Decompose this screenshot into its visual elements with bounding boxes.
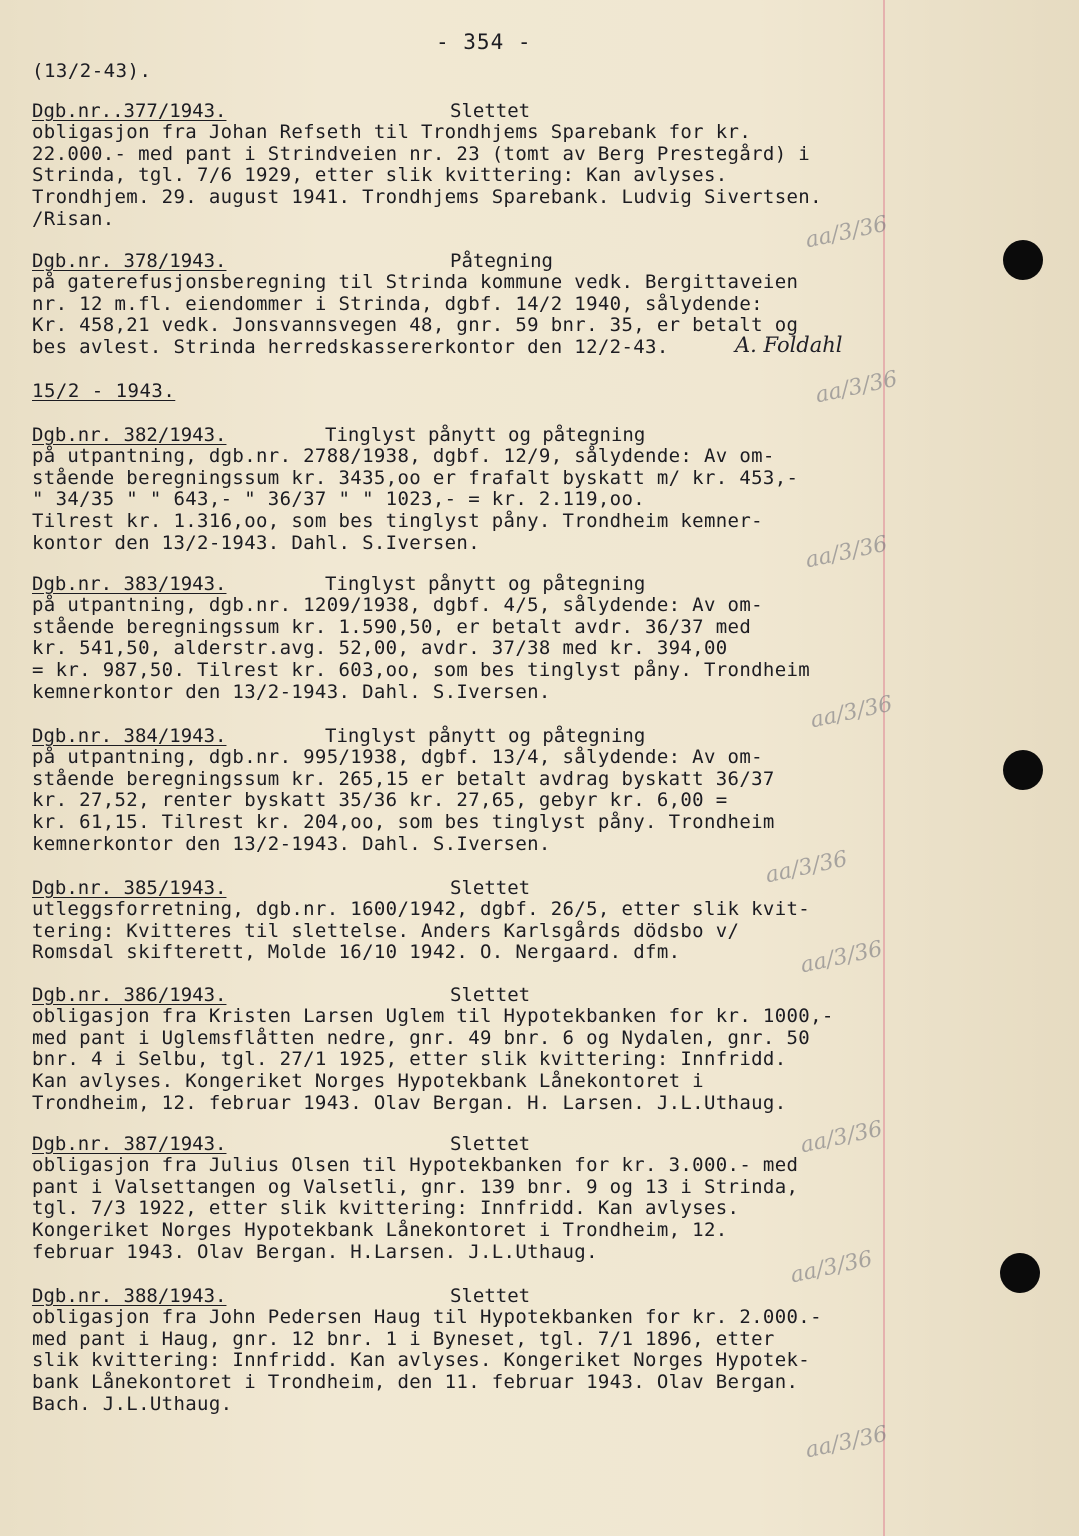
entry-header (32, 100, 912, 122)
entry-line: med pant i Uglemsflåtten nedre, gnr. 49 bnr. 6 og Nydalen, gnr. 50 (32, 1026, 811, 1049)
entry-header (32, 1133, 912, 1155)
entry-line: kemnerkontor den 13/2-1943. Dahl. S.Iversen. (32, 680, 551, 703)
entry-383 (32, 573, 912, 703)
entry-reference: Dgb.nr. 378/1943. (32, 250, 227, 272)
entry-line: tgl. 7/3 1922, etter slik kvittering: Innfridd. Kan avlyses. (32, 1197, 740, 1220)
entry-line: utleggsforretning, dgb.nr. 1600/1942, dgbf. 26/5, etter slik kvit- (32, 898, 811, 920)
entry-type: Påtegning (450, 250, 553, 272)
entry-reference: Dgb.nr. 386/1943. (32, 984, 227, 1006)
entry-type: Slettet (450, 100, 531, 122)
entry-line: med pant i Haug, gnr. 12 bnr. 1 i Byneset, tgl. 7/1 1896, etter (32, 1327, 775, 1350)
entry-body (32, 122, 912, 230)
entry-line: bes avlest. Strinda herredskassererkontor den 12/2-43. (32, 336, 669, 359)
entry-type: Slettet (450, 877, 531, 899)
entry-377 (32, 100, 912, 230)
entry-line: kemnerkontor den 13/2-1943. Dahl. S.Iversen. (32, 832, 551, 855)
entry-line: stående beregningssum kr. 3435,oo er frafalt byskatt m/ kr. 453,- (32, 466, 799, 489)
entry-line: obligasjon fra Kristen Larsen Uglem til Hypotekbanken for kr. 1000,- (32, 1005, 834, 1027)
entry-header (32, 725, 912, 747)
entry-line: kr. 61,15. Tilrest kr. 204,oo, som bes tinglyst påny. Trondheim (32, 811, 775, 834)
entry-type: Tinglyst pånytt og påtegning (325, 573, 646, 595)
entry-line: på utpantning, dgb.nr. 1209/1938, dgbf. 4/5, sålydende: Av om- (32, 594, 763, 616)
entry-line: stående beregningssum kr. 1.590,50, er betalt avdr. 36/37 med (32, 615, 752, 638)
entry-line: tering: Kvitteres til slettelse. Anders Karlsgårds dödsbo v/ (32, 919, 740, 942)
entry-reference: Dgb.nr. 387/1943. (32, 1133, 227, 1155)
page-number: - 354 - (436, 30, 532, 54)
entry-body (32, 1006, 912, 1114)
entry-line: kr. 541,50, alderstr.avg. 52,00, avdr. 37/38 med kr. 394,00 (32, 637, 728, 660)
clerk-initials: aa/3/36 (763, 846, 850, 889)
entry-body (32, 747, 912, 855)
clerk-initials: aa/3/36 (803, 531, 890, 574)
entry-line: kr. 27,52, renter byskatt 35/36 kr. 27,65, gebyr kr. 6,00 = (32, 789, 728, 812)
entry-line: nr. 12 m.fl. eiendommer i Strinda, dgbf. 14/2 1940, sålydende: (32, 292, 763, 315)
entry-line: Trondhjem. 29. august 1941. Trondhjems Sparebank. Ludvig Sivertsen. (32, 186, 822, 209)
entry-line: på gaterefusjonsberegning til Strinda kommune vedk. Bergittaveien (32, 271, 799, 293)
entry-header (32, 250, 912, 272)
entry-384 (32, 725, 912, 855)
punch-hole (1000, 1253, 1040, 1293)
punch-hole (1003, 750, 1043, 790)
entry-reference: Dgb.nr. 384/1943. (32, 725, 227, 747)
entry-reference: Dgb.nr..377/1943. (32, 100, 227, 122)
clerk-initials: aa/3/36 (803, 1421, 890, 1464)
entry-line: Kr. 458,21 vedk. Jonsvannsvegen 48, gnr. 59 bnr. 35, er betalt og (32, 314, 799, 337)
opening-date: (13/2-43). (32, 60, 152, 82)
entry-388 (32, 1285, 912, 1415)
entry-line: Kan avlyses. Kongeriket Norges Hypotekbank Lånekontoret i (32, 1070, 704, 1093)
entry-line: 22.000.- med pant i Strindveien nr. 23 (tomt av Berg Prestegård) i (32, 142, 811, 165)
handwritten-signature: A. Foldahl (735, 333, 843, 357)
entry-type: Slettet (450, 1285, 531, 1307)
entry-body (32, 1307, 912, 1415)
entry-body (32, 446, 912, 554)
entry-line: obligasjon fra Johan Refseth til Trondhjems Sparebank for kr. (32, 121, 752, 143)
entry-line: obligasjon fra John Pedersen Haug til Hypotekbanken for kr. 2.000.- (32, 1306, 822, 1328)
entry-line: Romsdal skifterett, Molde 16/10 1942. O. Nergaard. dfm. (32, 941, 681, 964)
entry-line: kontor den 13/2-1943. Dahl. S.Iversen. (32, 531, 480, 554)
entry-386 (32, 984, 912, 1114)
clerk-initials: aa/3/36 (808, 691, 895, 734)
punch-hole (1003, 240, 1043, 280)
entry-type: Slettet (450, 984, 531, 1006)
entry-header (32, 984, 912, 1006)
entry-reference: Dgb.nr. 385/1943. (32, 877, 227, 899)
entry-type: Tinglyst pånytt og påtegning (325, 424, 646, 446)
clerk-initials: aa/3/36 (798, 1116, 885, 1159)
section-date: 15/2 - 1943. (32, 380, 176, 402)
entry-385 (32, 877, 912, 964)
entry-header (32, 573, 912, 595)
entry-line: på utpantning, dgb.nr. 2788/1938, dgbf. 12/9, sålydende: Av om- (32, 445, 775, 467)
entry-header (32, 424, 912, 446)
entry-line: bank Lånekontoret i Trondheim, den 11. februar 1943. Olav Bergan. (32, 1371, 799, 1394)
entry-type: Slettet (450, 1133, 531, 1155)
entry-line: februar 1943. Olav Bergan. H.Larsen. J.L.Uthaug. (32, 1240, 598, 1263)
clerk-initials: aa/3/36 (813, 366, 900, 409)
entry-line: pant i Valsettangen og Valsetli, gnr. 139 bnr. 9 og 13 i Strinda, (32, 1175, 799, 1198)
entry-line: /Risan. (32, 207, 115, 230)
entry-387 (32, 1133, 912, 1263)
entry-body (32, 899, 912, 964)
clerk-initials: aa/3/36 (803, 211, 890, 254)
entry-line: " 34/35 " " 643,- " 36/37 " " 1023,- = kr. 2.119,oo. (32, 488, 646, 511)
entry-line: Strinda, tgl. 7/6 1929, etter slik kvittering: Kan avlyses. (32, 164, 728, 187)
entry-line: stående beregningssum kr. 265,15 er betalt avdrag byskatt 36/37 (32, 767, 775, 790)
entry-header (32, 1285, 912, 1307)
entry-line: = kr. 987,50. Tilrest kr. 603,oo, som bes tinglyst påny. Trondheim (32, 659, 811, 682)
entry-reference: Dgb.nr. 388/1943. (32, 1285, 227, 1307)
entry-line: Bach. J.L.Uthaug. (32, 1392, 233, 1415)
entry-line: på utpantning, dgb.nr. 995/1938, dgbf. 13/4, sålydende: Av om- (32, 746, 763, 768)
entry-382 (32, 424, 912, 554)
entry-header (32, 877, 912, 899)
entry-line: Kongeriket Norges Hypotekbank Lånekontoret i Trondheim, 12. (32, 1219, 728, 1242)
entry-line: Tilrest kr. 1.316,oo, som bes tinglyst påny. Trondheim kemner- (32, 510, 763, 533)
entry-reference: Dgb.nr. 383/1943. (32, 573, 227, 595)
entry-line: obligasjon fra Julius Olsen til Hypotekbanken for kr. 3.000.- med (32, 1154, 799, 1176)
entry-reference: Dgb.nr. 382/1943. (32, 424, 227, 446)
clerk-initials: aa/3/36 (798, 936, 885, 979)
entry-body (32, 1155, 912, 1263)
entry-line: slik kvittering: Innfridd. Kan avlyses. Kongeriket Norges Hypotek- (32, 1349, 811, 1372)
entry-body (32, 595, 912, 703)
clerk-initials: aa/3/36 (788, 1246, 875, 1289)
entry-type: Tinglyst pånytt og påtegning (325, 725, 646, 747)
entry-line: bnr. 4 i Selbu, tgl. 27/1 1925, etter slik kvittering: Innfridd. (32, 1048, 787, 1071)
entry-line: Trondheim, 12. februar 1943. Olav Bergan. H. Larsen. J.L.Uthaug. (32, 1091, 787, 1114)
